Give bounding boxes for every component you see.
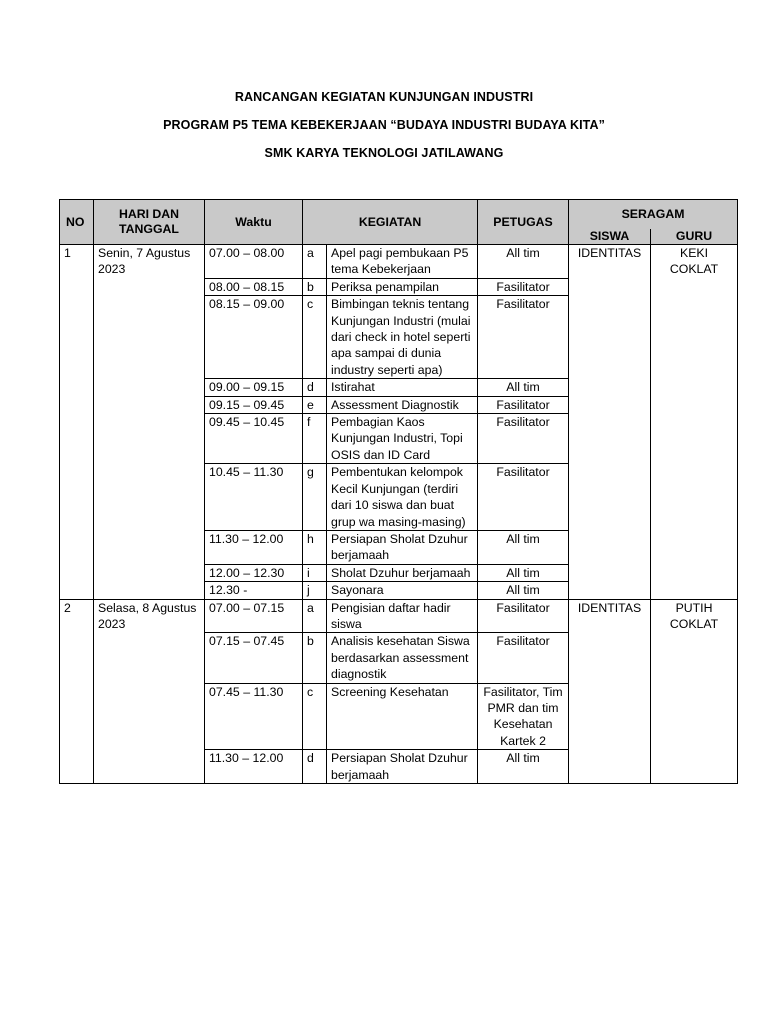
activity-cell: Persiapan Sholat Dzuhur berjamaah xyxy=(327,530,478,564)
document-title: RANCANGAN KEGIATAN KUNJUNGAN INDUSTRI xyxy=(234,90,534,104)
item-letter: a xyxy=(303,599,327,633)
table-header xyxy=(60,200,738,245)
officer-cell: Fasilitator xyxy=(478,278,569,295)
activity-cell: Sayonara xyxy=(327,582,478,599)
time-cell: 07.00 – 07.15 xyxy=(205,599,303,633)
time-cell: 08.15 – 09.00 xyxy=(205,296,303,379)
time-cell: 12.30 - xyxy=(205,582,303,599)
time-cell: 07.45 – 11.30 xyxy=(205,683,303,750)
time-cell: 11.30 – 12.00 xyxy=(205,530,303,564)
uniform-siswa: IDENTITAS xyxy=(569,599,651,783)
uniform-guru: PUTIH COKLAT xyxy=(651,599,738,783)
item-letter: g xyxy=(303,464,327,531)
time-cell: 07.15 – 07.45 xyxy=(205,633,303,683)
officer-cell: All tim xyxy=(478,379,569,396)
activity-cell: Apel pagi pembukaan P5 tema Kebekerjaan xyxy=(327,245,478,279)
time-cell: 09.45 – 10.45 xyxy=(205,414,303,464)
header-seragam: SERAGAM xyxy=(569,200,738,230)
time-cell: 09.15 – 09.45 xyxy=(205,396,303,413)
activity-cell: Bimbingan teknis tentang Kunjungan Industri (mulai dari check in hotel seperti apa sampai di dunia industry seperti apa) xyxy=(327,296,478,379)
header-kegiatan: KEGIATAN xyxy=(303,200,478,245)
activity-cell: Sholat Dzuhur berjamaah xyxy=(327,564,478,581)
activity-cell: Pembentukan kelompok Kecil Kunjungan (terdiri dari 10 siswa dan buat grup wa masing-masing) xyxy=(327,464,478,531)
item-letter: f xyxy=(303,414,327,464)
header-waktu: Waktu xyxy=(205,200,303,245)
item-letter: h xyxy=(303,530,327,564)
activity-cell: Periksa penampilan xyxy=(327,278,478,295)
school-name: SMK KARYA TEKNOLOGI JATILAWANG xyxy=(264,146,504,160)
time-cell: 08.00 – 08.15 xyxy=(205,278,303,295)
time-cell: 10.45 – 11.30 xyxy=(205,464,303,531)
header-no: NO xyxy=(60,200,94,245)
officer-cell: Fasilitator xyxy=(478,633,569,683)
time-cell: 07.00 – 08.00 xyxy=(205,245,303,279)
activity-cell: Pengisian daftar hadir siswa xyxy=(327,599,478,633)
item-letter: j xyxy=(303,582,327,599)
day-date: Selasa, 8 Agustus 2023 xyxy=(94,599,205,783)
item-letter: a xyxy=(303,245,327,279)
activity-cell: Analisis kesehatan Siswa berdasarkan assessment diagnostik xyxy=(327,633,478,683)
officer-cell: Fasilitator xyxy=(478,414,569,464)
officer-cell: Fasilitator xyxy=(478,464,569,531)
table-row xyxy=(60,245,738,279)
day-number: 2 xyxy=(60,599,94,783)
table-row xyxy=(60,599,738,633)
item-letter: c xyxy=(303,683,327,750)
header-petugas: PETUGAS xyxy=(478,200,569,245)
activity-cell: Persiapan Sholat Dzuhur berjamaah xyxy=(327,750,478,784)
officer-cell: All tim xyxy=(478,750,569,784)
day-1-section xyxy=(60,245,738,600)
officer-cell: All tim xyxy=(478,530,569,564)
officer-cell: Fasilitator, Tim PMR dan tim Kesehatan Kartek 2 xyxy=(478,683,569,750)
item-letter: e xyxy=(303,396,327,413)
uniform-guru: KEKI COKLAT xyxy=(651,245,738,600)
officer-cell: All tim xyxy=(478,564,569,581)
item-letter: i xyxy=(303,564,327,581)
time-cell: 12.00 – 12.30 xyxy=(205,564,303,581)
item-letter: b xyxy=(303,278,327,295)
uniform-siswa: IDENTITAS xyxy=(569,245,651,600)
time-cell: 09.00 – 09.15 xyxy=(205,379,303,396)
day-date: Senin, 7 Agustus 2023 xyxy=(94,245,205,600)
day-number: 1 xyxy=(60,245,94,600)
activity-cell: Istirahat xyxy=(327,379,478,396)
officer-cell: All tim xyxy=(478,245,569,279)
activity-cell: Pembagian Kaos Kunjungan Industri, Topi OSIS dan ID Card xyxy=(327,414,478,464)
officer-cell: Fasilitator xyxy=(478,599,569,633)
header-siswa: SISWA xyxy=(569,229,651,245)
time-cell: 11.30 – 12.00 xyxy=(205,750,303,784)
activity-cell: Screening Kesehatan xyxy=(327,683,478,750)
item-letter: d xyxy=(303,379,327,396)
schedule-table xyxy=(59,199,738,784)
item-letter: c xyxy=(303,296,327,379)
item-letter: b xyxy=(303,633,327,683)
document-subtitle: PROGRAM P5 TEMA KEBEKERJAAN “BUDAYA INDUSTRI BUDAYA KITA” xyxy=(163,118,605,132)
officer-cell: All tim xyxy=(478,582,569,599)
header-guru: GURU xyxy=(651,229,738,245)
header-hari-tanggal: HARI DAN TANGGAL xyxy=(94,200,205,245)
day-2-section xyxy=(60,599,738,783)
officer-cell: Fasilitator xyxy=(478,296,569,379)
officer-cell: Fasilitator xyxy=(478,396,569,413)
activity-cell: Assessment Diagnostik xyxy=(327,396,478,413)
item-letter: d xyxy=(303,750,327,784)
